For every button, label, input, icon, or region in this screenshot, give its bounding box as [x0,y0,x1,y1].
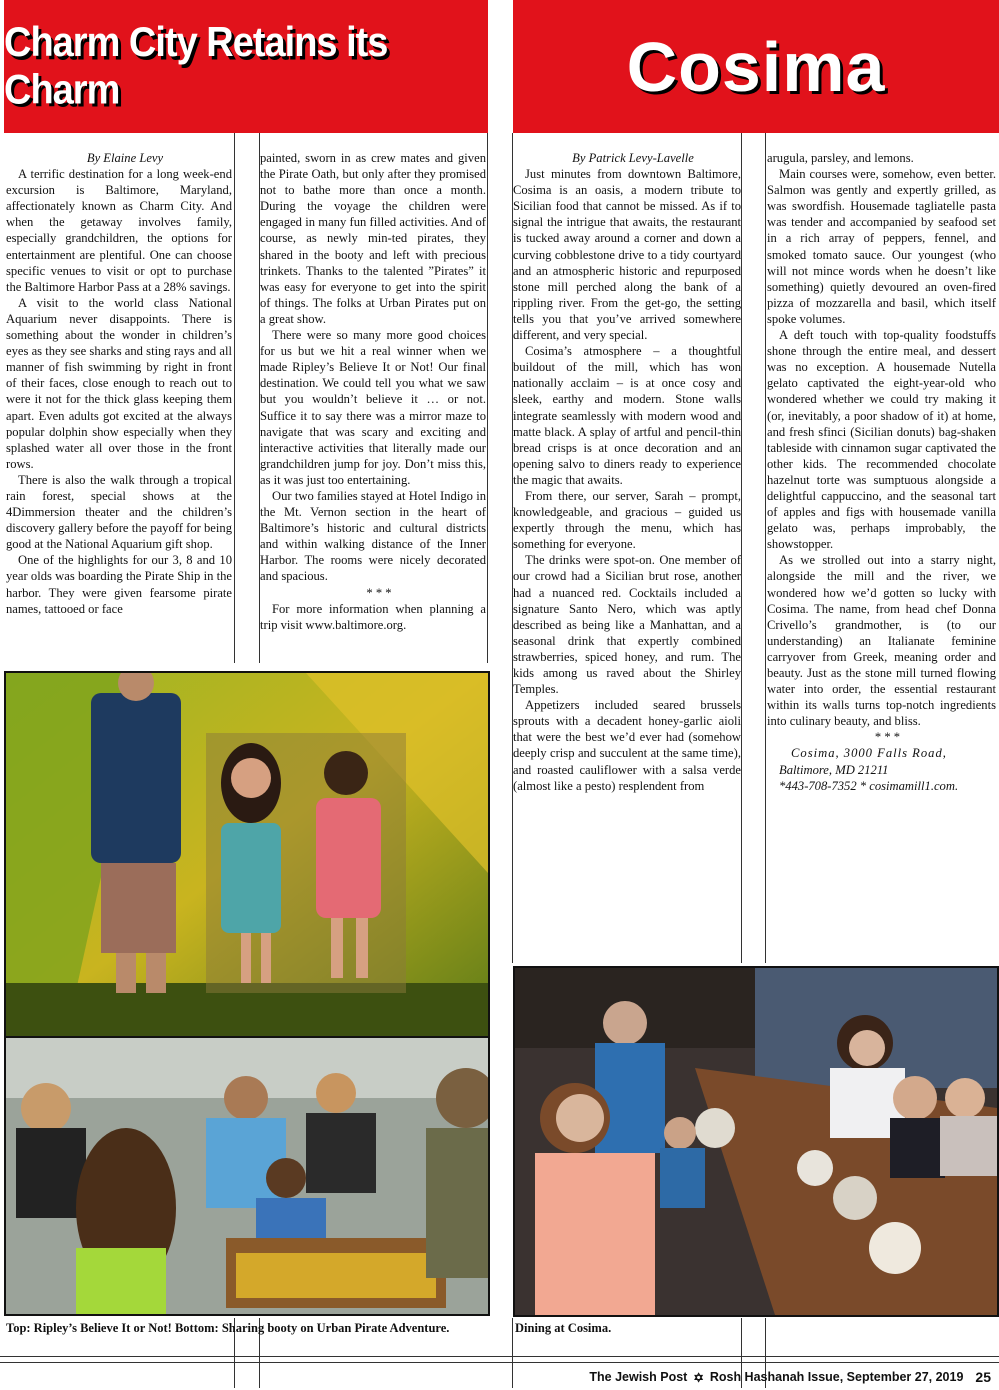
ripleys-photo [4,671,490,1038]
address-line: Baltimore, MD 21211 [779,762,889,777]
paragraph: Cosima’s atmosphere – a thoughtful buildout of the mill, which has won nationally acclaim – is at once cosy and sleek, earthy and modern. Stone walls integrate seamlessly with modern wood and matte black. A splay of artful and pencil-thin bread crisps is at once decoration and an opening salvo to diners ready to experience the magic that awaits. [513,344,741,487]
cosima-dining-photo [513,966,999,1317]
star-of-david-icon: ✡ [693,1370,704,1385]
paragraph: Just minutes from downtown Baltimore, Cosima is an oasis, a modern tribute to Sicilian food that cannot be missed. As if to signal the intrigue that awaits, the restaurant is tucked away around a corner and down a curving cobblestone drive to a tidy courtyard and an atmospheric historic and repurposed stone mill perched along the bank of a rippling river. From the get-go, the setting tells you that you’ve arrived somewhere different, and very special. [513,167,741,343]
paragraph: A visit to the world class National Aquarium never disappoints. There is something about the wonder in children’s eyes as they see sharks and sting rays and all manner of fish swimming by right in front of their faces, close enough to reach out to were it not for the thick glass keeping them apart. Even adults got excited at the always popular dolphin show especially when they splashed water all over those in the front rows. [6,295,232,471]
section-stars: * * * [366,585,392,600]
left-headline-banner [4,0,488,133]
ripleys-photo-art [6,673,488,1036]
publication-name: The Jewish Post [589,1370,688,1384]
paragraph: Appetizers included seared brussels sprouts with a decadent honey-garlic aioli that were the best we’d ever had (somehow deeply crisp and succulent at the same time), and roasted cauliflower with a salsa verde (almost like a pesto) resplendent from [513,698,741,793]
paragraph: From there, our server, Sarah – prompt, knowledgeable, and gracious – guided us expertly through the menu, which has something for everyone. [513,488,741,552]
left-article-column-2 [260,150,486,662]
left-article-column-1 [6,150,232,662]
section-stars: * * * [874,730,901,745]
paragraph: Main courses were, somehow, even better. Salmon was gently and expertly grilled, as was swordfish. Housemade tagliatelle pasta was tender and accompanied by seafood set in a rich array of peppers, fennel, and smoked tomato sauce. Our youngest (who will not mince words when he doesn’t like something) quietly devoured an oven-fired pizza of mozzarella and basil, which itself spoke volumes. [767,167,996,326]
paragraph: There is also the walk through a tropical rain forest, special shows at the 4Dimmersion theater and the children’s discovery gallery before the payoff for being good at the National Aquarium gift shop. [6,472,232,552]
pirate-booty-photo [4,1036,490,1316]
page-number: 25 [975,1369,991,1385]
issue-date: Rosh Hashanah Issue, September 27, 2019 [709,1370,964,1384]
paragraph: One of the highlights for our 3, 8 and 10 year olds was boarding the Pirate Ship in the harbor. They were given fearsome pirate names, tattooed or face [6,553,232,616]
page-footer [589,1369,991,1385]
paragraph: There were so many more good choices for us but we hit a real winner when we made Ripley’s Believe It or Not! Our final destination. We could tell you what we saw but you wouldn’t believe it … or not. Suffice it to say there was a mirror maze to navigate that was scary and exciting and interactive activities that literally made our grandchildren jump for joy. Don’t miss this, as it was just too entertaining. [260,328,486,487]
paragraph: For more information when planning a trip visit www.baltimore.org. [260,601,486,632]
right-photo-caption: Dining at Cosima. [515,1321,612,1335]
right-headline-banner [513,0,999,133]
paragraph: painted, sworn in as crew mates and given the Pirate Oath, but only after they promised not to bathe more than once a month. During the voyage the children were engaged in many fun filled activities. And of course, as newly min-ted pirates, they shared in the booty and left with precious trinkets. Thanks to the talented ”Pirates” it was easy for everyone to get into the spirit of things. The folks at Urban Pirates put on a great show. [260,151,486,326]
paragraph: A terrific destination for a long week-end excursion is Baltimore, Maryland, affectionately known as Charm City. And when the getaway involves family, especially grandchildren, the options for entertainment are plentiful. One can choose specific venues to visit or opt to purchase the Baltimore Harbor Pass at a 28% savings. [6,167,232,294]
left-photo-caption: Top: Ripley’s Believe It or Not! Bottom: Sharing booty on Urban Pirate Adventure. [6,1321,450,1335]
address-line: Cosima, 3000 Falls Road, [791,746,947,761]
column-rule [512,1318,513,1388]
cosima-dining-photo-art [515,968,997,1315]
column-rule [487,133,488,663]
left-headline: Charm City Retains its Charm [4,19,388,113]
right-article-column-1 [513,150,741,962]
paragraph: The drinks were spot-on. One member of our crowd had a Sicilian brut rose, another had a nuanced red. Cocktails included a signature Santo Nero, which was aptly described as being like a Manhattan, and a seasonal drink that expertly combined strawberries, spiced honey, and rum. The kids among us raved about the Shirley Temples. [513,553,741,697]
right-article-column-2 [767,150,996,962]
column-rule [765,133,766,963]
column-rule [234,133,235,663]
footer-rule [0,1362,999,1363]
paragraph: Our two families stayed at Hotel Indigo in the Mt. Vernon section in the heart of Baltimore’s historic and cultural districts and within walking distance of the Inner Harbor. The rooms were nicely decorated and spacious. [260,488,486,584]
paragraph: arugula, parsley, and lemons. [767,151,914,165]
footer-rule [0,1356,999,1357]
left-byline: By Elaine Levy [86,151,164,165]
pirate-booty-photo-art [6,1038,488,1314]
right-headline: Cosima [626,27,886,106]
column-rule [741,133,742,963]
paragraph: As we strolled out into a starry night, alongside the mill and the river, we wondered how we’d gotten so lucky with Cosima. The name, from head chef Donna Crivello’s grandmother, is (to our understanding) an Italianate feminine carryover from Greek, meaning order and beauty. Just as the stone mill turned flowing water into order, the essential restaurant within its walls turns top-notch ingredients into culinary beauty, and bliss. [767,553,996,729]
contact-line: *443-708-7352 * cosimamill1.com. [779,778,959,793]
right-byline: By Patrick Levy-Lavelle [572,151,694,165]
paragraph: A deft touch with top-quality foodstuffs shone through the entire meal, and dessert was no exception. A housemade Nutella gelato captivated the eight-year-old who wondered whether we could try making it (or, inevitably, a poor shadow of it) at home, and fresh sfinci (Sicilian donuts) bag-shaken tableside with cinnamon sugar captivated the other kids. The recommended chocolate hazelnut torte was sumptuous alongside a delightful cappuccino, and the seasonal tart of apples and figs with housemade vanilla gelato was, perhaps improbably, the showstopper. [767,328,996,552]
